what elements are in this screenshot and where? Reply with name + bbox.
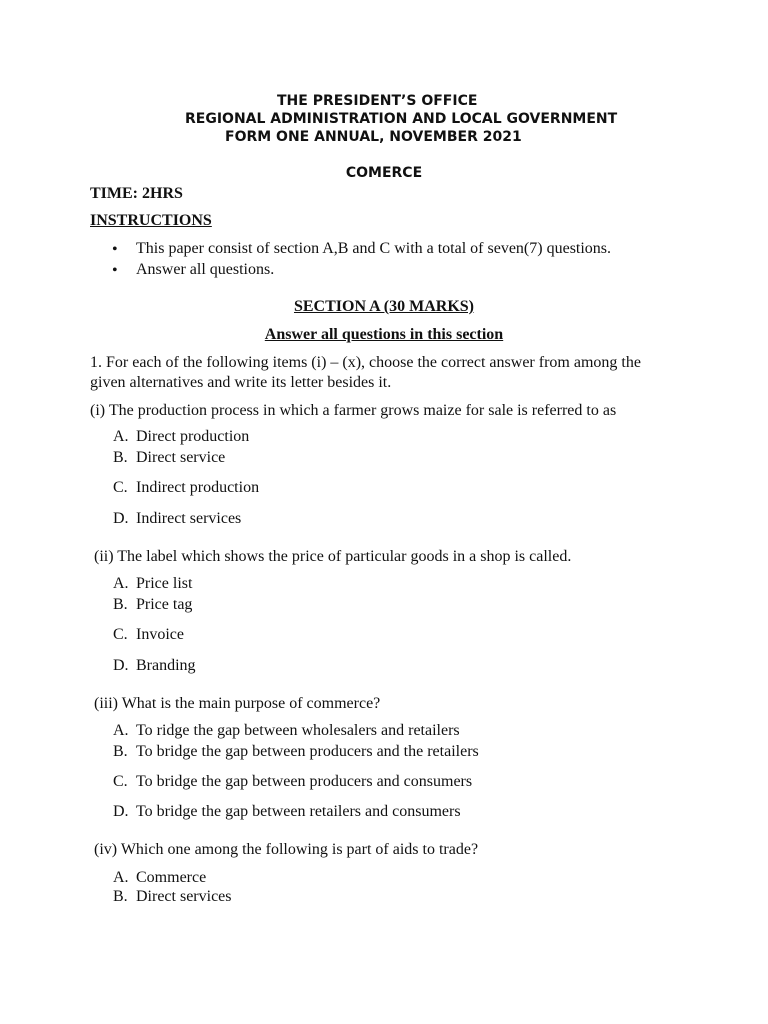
option-text: To bridge the gap between retailers and consumers: [136, 803, 461, 820]
instruction-item: This paper consist of section A,B and C with a total of seven(7) questions.: [136, 240, 612, 257]
option-text: To bridge the gap between producers and consumers: [136, 773, 473, 790]
option-letter: A.: [113, 428, 129, 445]
section-a-subtitle: Answer all questions in this section: [264, 326, 504, 343]
question-1-instructions: 1. For each of the following items (i) – (x), choose the correct answer from among the: [90, 354, 641, 371]
header-line-2: REGIONAL ADMINISTRATION AND LOCAL GOVERNMENT: [185, 111, 618, 127]
option-letter: B.: [113, 743, 128, 760]
question-stem: (i) The production process in which a farmer grows maize for sale is referred to as: [90, 402, 617, 419]
instruction-item: Answer all questions.: [136, 261, 275, 278]
option-letter: C.: [113, 479, 128, 496]
option-letter: B.: [113, 449, 128, 466]
option-letter: C.: [113, 773, 128, 790]
option-text: Price list: [136, 575, 193, 592]
option-text: Direct production: [136, 428, 250, 445]
question-stem: (iv) Which one among the following is part of aids to trade?: [94, 841, 479, 858]
bullet-icon: •: [112, 241, 118, 258]
option-text: To bridge the gap between producers and the retailers: [136, 743, 479, 760]
option-text: Direct services: [136, 888, 232, 905]
option-text: To ridge the gap between wholesalers and retailers: [136, 722, 460, 739]
option-letter: B.: [113, 596, 128, 613]
bullet-icon: •: [112, 262, 118, 279]
time-allowed: TIME: 2HRS: [90, 185, 183, 202]
header-line-1: THE PRESIDENT’S OFFICE: [277, 93, 478, 109]
option-letter: D.: [113, 657, 129, 674]
option-letter: C.: [113, 626, 128, 643]
option-text: Indirect production: [136, 479, 260, 496]
option-letter: A.: [113, 869, 129, 886]
option-letter: D.: [113, 803, 129, 820]
option-letter: B.: [113, 888, 128, 905]
option-text: Commerce: [136, 869, 207, 886]
option-text: Branding: [136, 657, 196, 674]
header-line-3: FORM ONE ANNUAL, NOVEMBER 2021: [225, 129, 522, 145]
instructions-heading: INSTRUCTIONS: [90, 212, 212, 229]
question-1-instructions: given alternatives and write its letter besides it.: [90, 374, 392, 391]
section-a-title: SECTION A (30 MARKS): [293, 298, 475, 315]
option-text: Invoice: [136, 626, 184, 643]
option-letter: A.: [113, 575, 129, 592]
question-stem: (iii) What is the main purpose of commerce?: [94, 695, 381, 712]
option-text: Indirect services: [136, 510, 242, 527]
option-letter: D.: [113, 510, 129, 527]
option-letter: A.: [113, 722, 129, 739]
option-text: Direct service: [136, 449, 226, 466]
question-stem: (ii) The label which shows the price of particular goods in a shop is called.: [94, 548, 572, 565]
subject-title: COMERCE: [345, 165, 423, 181]
option-text: Price tag: [136, 596, 193, 613]
